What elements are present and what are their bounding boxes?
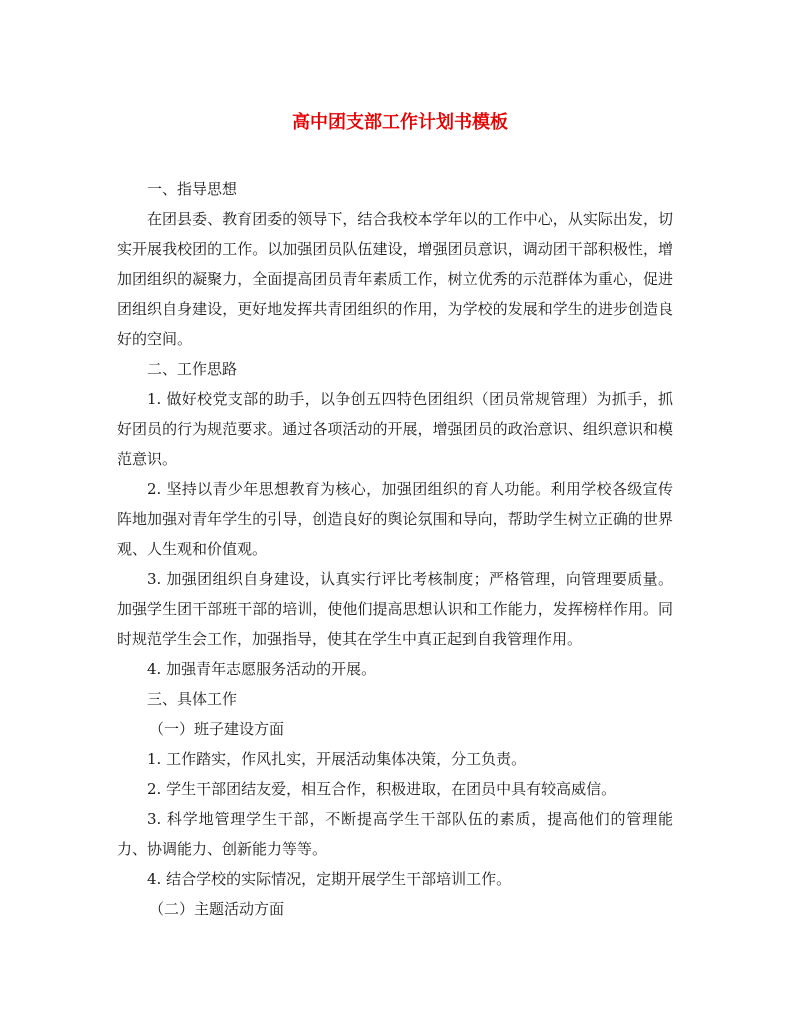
subsection-heading: （一）班子建设方面 xyxy=(149,720,285,738)
section-heading: 二、工作思路 xyxy=(147,360,238,378)
list-item: 2. 学生干部团结友爱，相互合作，积极进取，在团员中具有较高威信。 xyxy=(147,780,617,798)
document-body xyxy=(117,174,673,924)
body-paragraph: 在团县委、教育团委的领导下，结合我校本学年以的工作中心，从实际出发，切实开展我校团的工作。以加强团员队伍建设，增强团员意识，调动团干部积极性，增加团组织的凝聚力，全面提高团员青年素质工作，树立优秀的示范群体为重心，促进团组织自身建设，更好地发挥共青团组织的作用，为学校的发展和学生的进步创造良好的空间。 xyxy=(117,210,673,348)
section-heading: 一、指导思想 xyxy=(147,180,238,198)
list-item: 1. 做好校党支部的助手，以争创五四特色团组织（团员常规管理）为抓手，抓好团员的行为规范要求。通过各项活动的开展，增强团员的政治意识、组织意识和模范意识。 xyxy=(117,390,673,468)
subsection-heading: （二）主题活动方面 xyxy=(149,900,285,918)
list-item: 2. 坚持以青少年思想教育为核心，加强团组织的育人功能。利用学校各级宣传阵地加强对青年学生的引导，创造良好的舆论氛围和导向，帮助学生树立正确的世界观、人生观和价值观。 xyxy=(117,480,673,558)
list-item: 1. 工作踏实，作风扎实，开展活动集体决策，分工负责。 xyxy=(147,750,527,768)
section-heading: 三、具体工作 xyxy=(147,690,238,708)
document-title: 高中团支部工作计划书模板 xyxy=(292,112,508,133)
list-item: 4. 结合学校的实际情况，定期开展学生干部培训工作。 xyxy=(147,870,512,888)
list-item: 4. 加强青年志愿服务活动的开展。 xyxy=(147,660,377,678)
list-item: 3. 加强团组织自身建设，认真实行评比考核制度；严格管理，向管理要质量。加强学生团干部班干部的培训，使他们提高思想认识和工作能力，发挥榜样作用。同时规范学生会工作，加强指导，使其在学生中真正起到自我管理作用。 xyxy=(117,570,673,648)
list-item: 3. 科学地管理学生干部，不断提高学生干部队伍的素质，提高他们的管理能力、协调能力、创新能力等等。 xyxy=(117,810,673,858)
